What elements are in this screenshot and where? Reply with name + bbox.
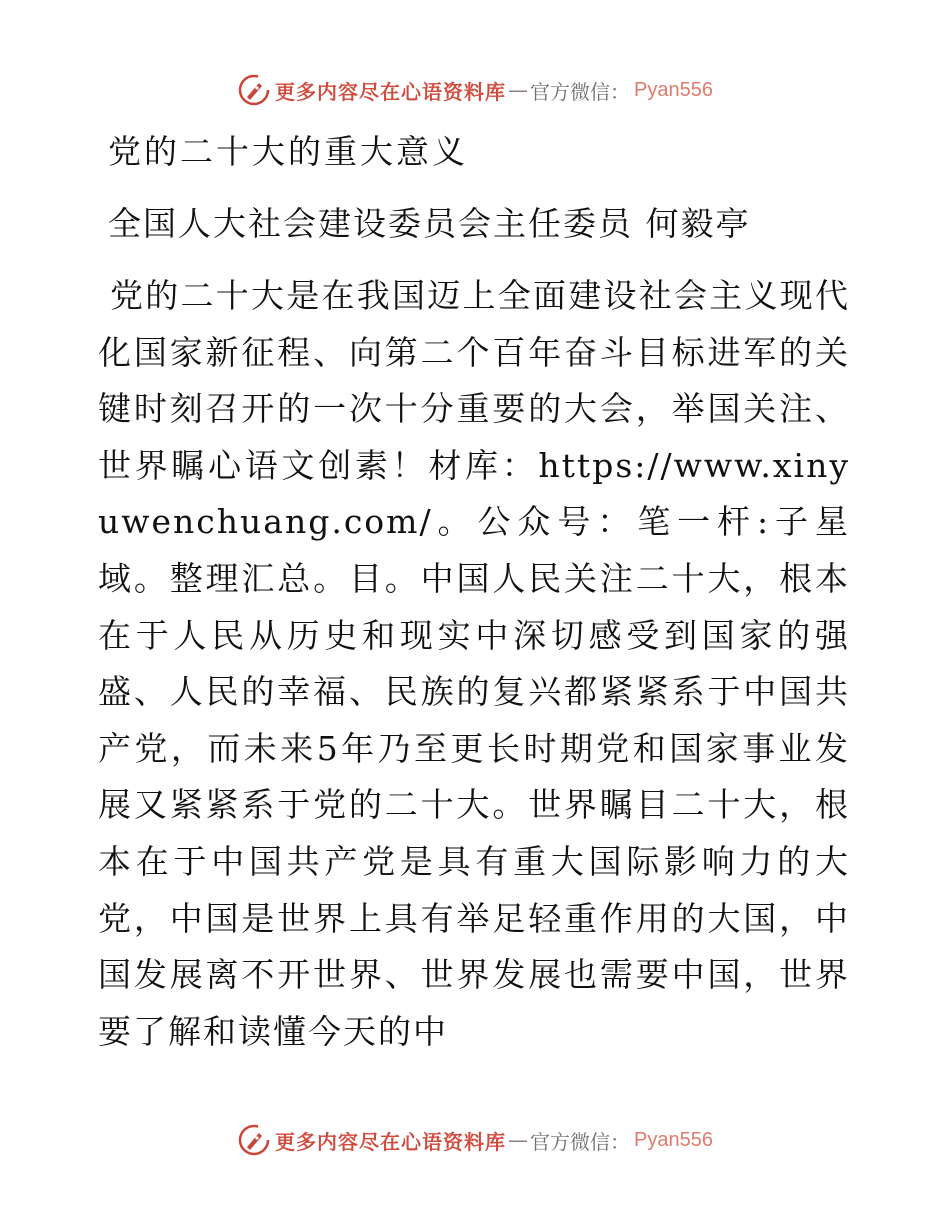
banner-text: 更多内容尽在心语资料库 xyxy=(275,1129,507,1154)
banner-separator: — xyxy=(508,1128,529,1152)
banner-label: 官方微信： xyxy=(530,1129,631,1154)
pen-nib-logo-icon xyxy=(237,1123,271,1157)
banner-label: 官方微信： xyxy=(530,79,631,104)
banner-wechat-id: Pyan556 xyxy=(634,78,713,101)
author-line: 全国人大社会建设委员会主任委员 何毅亭 xyxy=(108,204,751,243)
banner-separator: — xyxy=(508,78,529,102)
body-paragraph: 党的二十大是在我国迈上全面建设社会主义现代化国家新征程、向第二个百年奋斗目标进军的关键时刻召开的一次十分重要的大会，举国关注、世界瞩心语文创素！材库：https://www.xinyuwenchuang.com/。公众号：笔一杆:子星域。整理汇总。目。中国人民关注二十大，根本在于人民从历史和现实中深切感受到国家的强盛、人民的幸福、民族的复兴都紧紧系于中国共产党，而未来5年乃至更长时期党和国家事业发展又紧紧系于党的二十大。世界瞩目二十大，根本在于中国共产党是具有重大国际影响力的大党，中国是世界上具有举足轻重作用的大国，中国发展离不开世界、世界发展也需要中国，世界要了解和读懂今天的中 xyxy=(98,276,850,1051)
page-title: 党的二十大的重大意义 xyxy=(108,132,468,171)
footer-banner xyxy=(0,1120,950,1160)
banner-text: 更多内容尽在心语资料库 xyxy=(275,79,507,104)
header-banner xyxy=(0,70,950,110)
banner-wechat-id: Pyan556 xyxy=(634,1128,713,1151)
pen-nib-logo-icon xyxy=(237,73,271,107)
